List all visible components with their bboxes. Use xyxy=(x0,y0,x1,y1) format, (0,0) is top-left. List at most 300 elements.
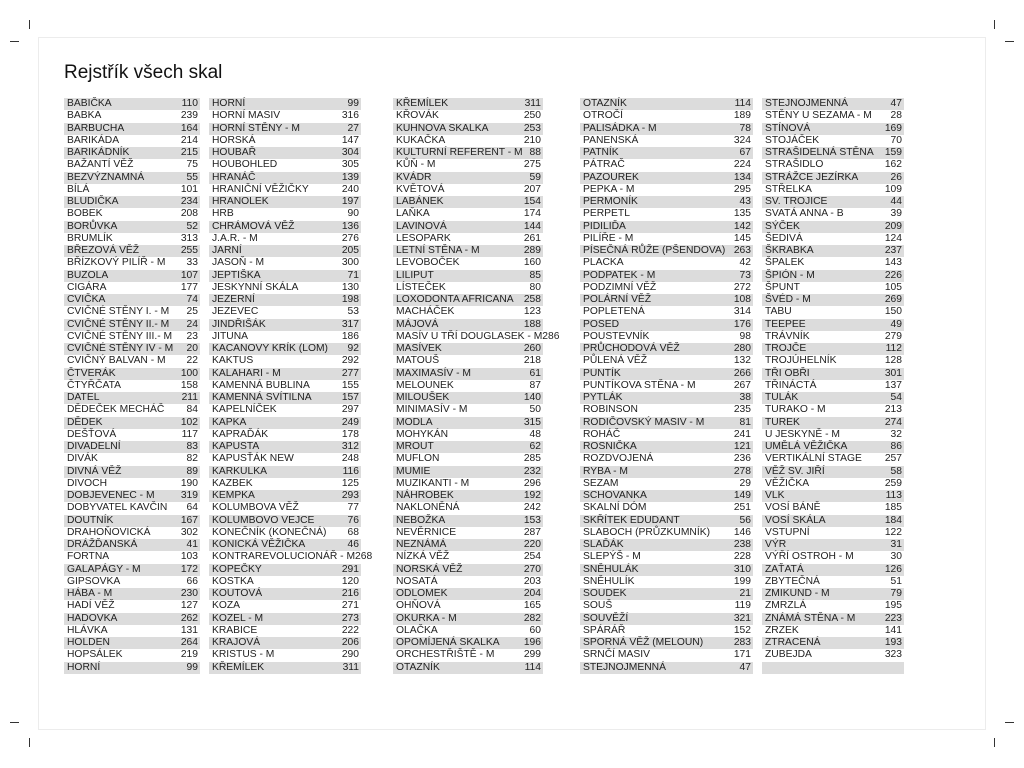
index-row xyxy=(209,637,361,649)
index-row xyxy=(393,147,543,159)
page-number: 67 xyxy=(739,147,751,158)
index-row xyxy=(393,380,543,392)
index-row xyxy=(762,478,904,490)
page-number: 300 xyxy=(341,257,359,269)
crag-name: KOUTOVÁ xyxy=(212,588,263,599)
page-number: 297 xyxy=(341,404,359,416)
page-number: 266 xyxy=(733,367,751,379)
page-number: 169 xyxy=(884,122,902,134)
page-number: 20 xyxy=(186,343,198,354)
page-number: 190 xyxy=(180,477,198,489)
index-row xyxy=(762,539,904,551)
crag-name: ŠEDIVÁ xyxy=(765,232,803,244)
index-row xyxy=(393,159,543,171)
crag-name: SNĚHULÍK xyxy=(583,575,635,587)
crag-name: GIPSOVKA xyxy=(67,575,121,587)
page-number: 87 xyxy=(529,379,541,391)
page-number: 324 xyxy=(733,134,751,146)
index-row xyxy=(580,331,753,343)
index-row xyxy=(209,282,361,294)
index-row xyxy=(64,172,200,184)
crag-name: SOUDEK xyxy=(583,588,627,599)
index-row xyxy=(762,123,904,135)
page-number: 299 xyxy=(523,649,541,661)
index-row xyxy=(762,98,904,110)
index-row xyxy=(762,196,904,208)
crag-name: SLABOCH (PRŮZKUMNÍK) xyxy=(583,526,711,538)
index-row xyxy=(209,257,361,269)
crag-name: STŘELKA xyxy=(765,183,812,195)
crag-name: PYTLÁK xyxy=(583,392,623,403)
page-number: 198 xyxy=(341,294,359,305)
page-number: 78 xyxy=(739,122,751,134)
page-number: 42 xyxy=(739,257,751,269)
crag-name: MODLA xyxy=(396,416,433,428)
index-row xyxy=(762,551,904,563)
page-number: 123 xyxy=(523,306,541,318)
page-number: 38 xyxy=(739,392,751,403)
index-row xyxy=(64,404,200,416)
page-number: 125 xyxy=(341,477,359,489)
index-row xyxy=(762,613,904,625)
page-number: 293 xyxy=(341,490,359,501)
crag-name: ROZDVOJENÁ xyxy=(583,453,654,465)
crag-name: MUMIE xyxy=(396,465,431,477)
index-row xyxy=(580,184,753,196)
page-number: 228 xyxy=(733,551,751,563)
index-row xyxy=(64,515,200,527)
crag-name: LABÁNEK xyxy=(396,196,444,207)
crag-name: SEZAM xyxy=(583,477,619,489)
index-row xyxy=(580,539,753,551)
page-number: 23 xyxy=(186,330,198,342)
index-row xyxy=(762,527,904,539)
index-row xyxy=(64,343,200,355)
index-row xyxy=(393,466,543,478)
page-number: 116 xyxy=(342,465,359,477)
page-number: 269 xyxy=(884,294,902,305)
index-row xyxy=(762,257,904,269)
crag-name: CVIČNÉ STĚNY I. - M xyxy=(67,306,170,318)
crag-name: MÁJOVÁ xyxy=(396,318,439,330)
crag-name: BARIKÁDA xyxy=(67,134,120,146)
crag-name: PILÍŘE - M xyxy=(583,232,634,244)
page-number: 323 xyxy=(884,649,902,661)
crag-name: KAPUSTA xyxy=(212,441,260,452)
index-row xyxy=(209,270,361,282)
page-number: 236 xyxy=(733,453,751,465)
page-number: 44 xyxy=(890,196,902,207)
index-row xyxy=(580,270,753,282)
crag-name: DIVNÁ VĚŽ xyxy=(67,465,122,477)
page-number: 25 xyxy=(186,306,198,318)
index-row xyxy=(64,564,200,576)
page-number: 207 xyxy=(523,183,541,195)
index-row xyxy=(580,294,753,306)
crag-name: BARIKÁDNÍK xyxy=(67,147,130,158)
page-number: 264 xyxy=(180,637,198,648)
crag-name: KONEČNÍK (KONEČNÁ) xyxy=(212,526,327,538)
crag-name: KUKAČKA xyxy=(396,134,446,146)
crag-name: VERTIKÁLNÍ STAGE xyxy=(765,453,862,465)
index-row xyxy=(580,588,753,600)
index-row xyxy=(393,245,543,257)
index-row xyxy=(393,110,543,122)
crag-name: SNĚHULÁK xyxy=(583,563,639,575)
index-row xyxy=(762,649,904,661)
crag-name: PALISÁDKA - M xyxy=(583,122,657,134)
index-row xyxy=(393,417,543,429)
crag-name: KOLUMBOVO VEJCE xyxy=(212,514,315,526)
index-row xyxy=(580,245,753,257)
crag-name: LEVOBOČEK xyxy=(396,257,460,269)
crag-name: NÁHROBEK xyxy=(396,490,454,501)
index-row xyxy=(580,355,753,367)
crag-name: KUHNOVA SKALKA xyxy=(396,122,489,134)
crag-name: KVÁDR xyxy=(396,171,432,183)
index-row xyxy=(209,441,361,453)
index-row xyxy=(64,184,200,196)
index-row xyxy=(209,551,373,563)
index-row xyxy=(64,539,200,551)
index-row xyxy=(762,270,904,282)
page-number: 66 xyxy=(186,575,198,587)
index-column xyxy=(580,98,753,674)
page-number: 315 xyxy=(523,416,541,428)
page-number: 84 xyxy=(186,404,198,416)
page-number: 41 xyxy=(186,539,198,550)
page-number: 188 xyxy=(523,318,541,330)
index-row xyxy=(762,637,904,649)
crag-name: SKALNÍ DÓM xyxy=(583,502,647,514)
index-row xyxy=(209,527,361,539)
crag-name: TRÁVNÍK xyxy=(765,330,810,342)
page-number: 74 xyxy=(186,294,198,305)
index-row xyxy=(393,453,543,465)
crag-name: ŠKRABKA xyxy=(765,245,814,256)
index-row xyxy=(580,453,753,465)
index-row xyxy=(209,453,361,465)
index-row xyxy=(64,649,200,661)
page-number xyxy=(902,662,904,674)
index-row xyxy=(209,625,361,637)
crag-name: DRÁŽĎANSKÁ xyxy=(67,539,138,550)
page-number: 82 xyxy=(186,453,198,465)
crag-name: TURAKO - M xyxy=(765,404,826,416)
index-row xyxy=(762,625,904,637)
page-number: 134 xyxy=(733,171,751,183)
index-row xyxy=(393,478,543,490)
index-row xyxy=(209,539,361,551)
index-row xyxy=(393,637,543,649)
index-row xyxy=(64,221,200,233)
page-number: 24 xyxy=(186,318,198,330)
index-row xyxy=(64,233,200,245)
page-number: 301 xyxy=(884,367,902,379)
index-row xyxy=(762,576,904,588)
page-number: 60 xyxy=(529,624,541,636)
page-number: 291 xyxy=(341,563,359,575)
index-row xyxy=(393,282,543,294)
index-row xyxy=(64,502,200,514)
crag-name: ŠPIÓN - M xyxy=(765,269,815,281)
index-row xyxy=(762,306,904,318)
page-number: 81 xyxy=(739,416,751,428)
page-number: 61 xyxy=(529,367,541,379)
index-row xyxy=(393,355,543,367)
page-number: 271 xyxy=(341,600,359,612)
crag-name: NORSKÁ VĚŽ xyxy=(396,563,463,575)
index-row xyxy=(393,564,543,576)
page-number: 205 xyxy=(341,245,359,256)
crag-name: LAŇKA xyxy=(396,208,430,220)
page-number: 186 xyxy=(341,330,359,342)
page-number: 276 xyxy=(341,232,359,244)
crag-name: MACHÁČEK xyxy=(396,306,455,318)
crag-name: DRAHOŇOVICKÁ xyxy=(67,526,151,538)
index-row xyxy=(762,110,904,122)
page-number: 257 xyxy=(884,453,902,465)
index-row xyxy=(580,625,753,637)
crag-name: ROHÁČ xyxy=(583,428,621,440)
index-row xyxy=(209,172,361,184)
crag-name: KACANOVY KRÍK (LOM) xyxy=(212,343,328,354)
crag-name: KVĚTOVÁ xyxy=(396,183,445,195)
crag-name: POSED xyxy=(583,318,620,330)
page-number: 157 xyxy=(341,392,359,403)
page-number: 130 xyxy=(341,281,359,293)
index-row xyxy=(64,368,200,380)
index-row xyxy=(580,478,753,490)
crag-name: HOPSÁLEK xyxy=(67,649,123,661)
page-number: 48 xyxy=(529,428,541,440)
page-number: 85 xyxy=(529,269,541,281)
index-row xyxy=(393,98,543,110)
crag-name: CVIČKA xyxy=(67,294,106,305)
page-number: 80 xyxy=(529,281,541,293)
crag-name: BÍLÁ xyxy=(67,183,90,195)
index-row xyxy=(762,245,904,257)
crag-name: KŮŇ - M xyxy=(396,159,436,171)
page-number: 83 xyxy=(186,441,198,452)
crop-mark xyxy=(29,20,30,29)
crag-name: KALAHARI - M xyxy=(212,367,281,379)
index-row xyxy=(64,600,200,612)
index-row xyxy=(209,221,361,233)
index-row xyxy=(580,417,753,429)
index-row xyxy=(762,184,904,196)
crag-name: KAPRAĎÁK xyxy=(212,428,269,440)
page-number: 216 xyxy=(341,588,359,599)
page-number: 278 xyxy=(733,465,751,477)
crag-name: POLÁRNÍ VĚŽ xyxy=(583,294,652,305)
crag-name: MASÍV U TŘÍ DOUGLASEK - M xyxy=(396,330,543,342)
crag-name: ŠPALEK xyxy=(765,257,805,269)
page-number: 235 xyxy=(733,404,751,416)
page-number: 197 xyxy=(341,196,359,207)
page-number: 203 xyxy=(523,575,541,587)
crag-name: KŘEMÍLEK xyxy=(396,98,449,109)
index-row xyxy=(580,637,753,649)
index-row xyxy=(762,380,904,392)
page-number: 49 xyxy=(890,318,902,330)
page-number: 241 xyxy=(733,428,751,440)
crag-name: KAPELNÍČEK xyxy=(212,404,277,416)
crag-name: NAKLONĚNÁ xyxy=(396,502,460,514)
index-row xyxy=(393,441,543,453)
page-number: 313 xyxy=(180,232,198,244)
crag-name: HORNÍ xyxy=(212,98,246,109)
index-row xyxy=(393,196,543,208)
crag-name: PLACKA xyxy=(583,257,624,269)
page-number: 52 xyxy=(186,220,198,232)
index-row xyxy=(64,270,200,282)
page-number: 31 xyxy=(890,539,902,550)
page-number: 120 xyxy=(341,575,359,587)
index-row xyxy=(209,429,361,441)
index-row xyxy=(762,343,904,355)
crag-name: KAPKA xyxy=(212,416,247,428)
page-number: 305 xyxy=(341,159,359,171)
index-row xyxy=(64,159,200,171)
crag-name: VLK xyxy=(765,490,785,501)
crag-name: MUFLON xyxy=(396,453,440,465)
index-row xyxy=(393,270,543,282)
index-row xyxy=(64,135,200,147)
page-number: 131 xyxy=(180,624,198,636)
index-row xyxy=(580,380,753,392)
index-row xyxy=(580,502,753,514)
crag-name: SV. TROJICE xyxy=(765,196,828,207)
index-row xyxy=(64,196,200,208)
index-row xyxy=(209,576,361,588)
index-row xyxy=(580,662,753,674)
crag-name: JINDŘIŠÁK xyxy=(212,318,266,330)
index-row xyxy=(64,625,200,637)
page-number: 113 xyxy=(885,490,902,501)
crag-name: KONTRAREVOLUCIONÁŘ - M xyxy=(212,551,356,563)
crag-name: STĚNY U SEZAMA - M xyxy=(765,110,872,122)
crag-name: LETNÍ STĚNA - M xyxy=(396,245,480,256)
crag-name: PŮLENÁ VĚŽ xyxy=(583,355,648,367)
crag-name: ČTVERÁK xyxy=(67,367,116,379)
page-number: 54 xyxy=(890,392,902,403)
page-number: 268 xyxy=(355,551,373,563)
page-number: 250 xyxy=(523,110,541,122)
page-number: 262 xyxy=(180,612,198,624)
crag-name: OLAČKA xyxy=(396,624,438,636)
crag-name: SPÁRÁŘ xyxy=(583,624,626,636)
index-row xyxy=(393,330,560,343)
index-row xyxy=(64,478,200,490)
index-row xyxy=(762,282,904,294)
page-number: 274 xyxy=(884,416,902,428)
page-number: 270 xyxy=(523,563,541,575)
page-number: 223 xyxy=(884,612,902,624)
index-row xyxy=(580,172,753,184)
crag-name: CVIČNÝ BALVAN - M xyxy=(67,355,166,367)
crag-name: DIVOCH xyxy=(67,477,108,489)
crag-name: ŠVÉD - M xyxy=(765,294,811,305)
page-number: 58 xyxy=(890,465,902,477)
page-number: 86 xyxy=(890,441,902,452)
crag-name: HADÍ VĚŽ xyxy=(67,600,115,612)
index-row xyxy=(762,147,904,159)
crag-name: VOSÍ BÁNĚ xyxy=(765,502,821,514)
index-row xyxy=(64,392,200,404)
page-number: 214 xyxy=(180,134,198,146)
crag-name: KAPUSŤÁK NEW xyxy=(212,453,294,465)
index-row xyxy=(209,196,361,208)
crag-name: KRAJOVÁ xyxy=(212,637,261,648)
page-number: 204 xyxy=(523,588,541,599)
index-row xyxy=(64,98,200,110)
crag-name: RYBA - M xyxy=(583,465,629,477)
page-number: 90 xyxy=(347,208,359,220)
page-number: 160 xyxy=(523,257,541,269)
index-row xyxy=(580,466,753,478)
crag-name: NOSATÁ xyxy=(396,575,438,587)
index-row xyxy=(762,429,904,441)
page-number: 150 xyxy=(884,306,902,318)
crop-mark xyxy=(29,738,30,747)
page-number: 196 xyxy=(523,637,541,648)
index-row xyxy=(64,417,200,429)
index-row xyxy=(64,429,200,441)
index-row xyxy=(209,380,361,392)
crag-name: PERPETL xyxy=(583,208,630,220)
index-row xyxy=(64,576,200,588)
crag-name: ZRZEK xyxy=(765,624,799,636)
crag-name: STRÁŽCE JEZÍRKA xyxy=(765,171,859,183)
page-number: 193 xyxy=(884,637,902,648)
index-row xyxy=(580,196,753,208)
page-number: 112 xyxy=(885,343,902,354)
index-row xyxy=(580,221,753,233)
crag-name: DOBJEVENEC - M xyxy=(67,490,155,501)
page-number: 224 xyxy=(733,159,751,171)
page-number: 71 xyxy=(347,269,359,281)
page-number: 51 xyxy=(890,575,902,587)
index-row xyxy=(64,319,200,331)
crag-name: RODIČOVSKÝ MASIV - M xyxy=(583,416,705,428)
index-row xyxy=(209,478,361,490)
crag-name: SÝČEK xyxy=(765,220,800,232)
page-number: 55 xyxy=(186,171,198,183)
page-number: 73 xyxy=(739,269,751,281)
index-row xyxy=(64,380,200,392)
page-number: 210 xyxy=(523,134,541,146)
crag-name: KOZEL - M xyxy=(212,612,264,624)
page-number: 279 xyxy=(884,330,902,342)
crag-name: JASOŇ - M xyxy=(212,257,265,269)
page-number: 143 xyxy=(884,257,902,269)
index-row xyxy=(64,662,200,674)
index-row xyxy=(64,257,200,269)
index-row xyxy=(209,233,361,245)
index-row xyxy=(762,441,904,453)
index-row xyxy=(393,490,543,502)
page-number: 165 xyxy=(523,600,541,612)
crag-name: POUSTEVNÍK xyxy=(583,330,650,342)
page-number: 304 xyxy=(341,147,359,158)
page-number: 158 xyxy=(180,379,198,391)
index-row xyxy=(64,637,200,649)
index-row xyxy=(580,135,753,147)
crag-name: HORNÍ MASIV xyxy=(212,110,281,122)
crag-name: VĚŽIČKA xyxy=(765,477,810,489)
crag-name: ZUBEJDA xyxy=(765,649,812,661)
